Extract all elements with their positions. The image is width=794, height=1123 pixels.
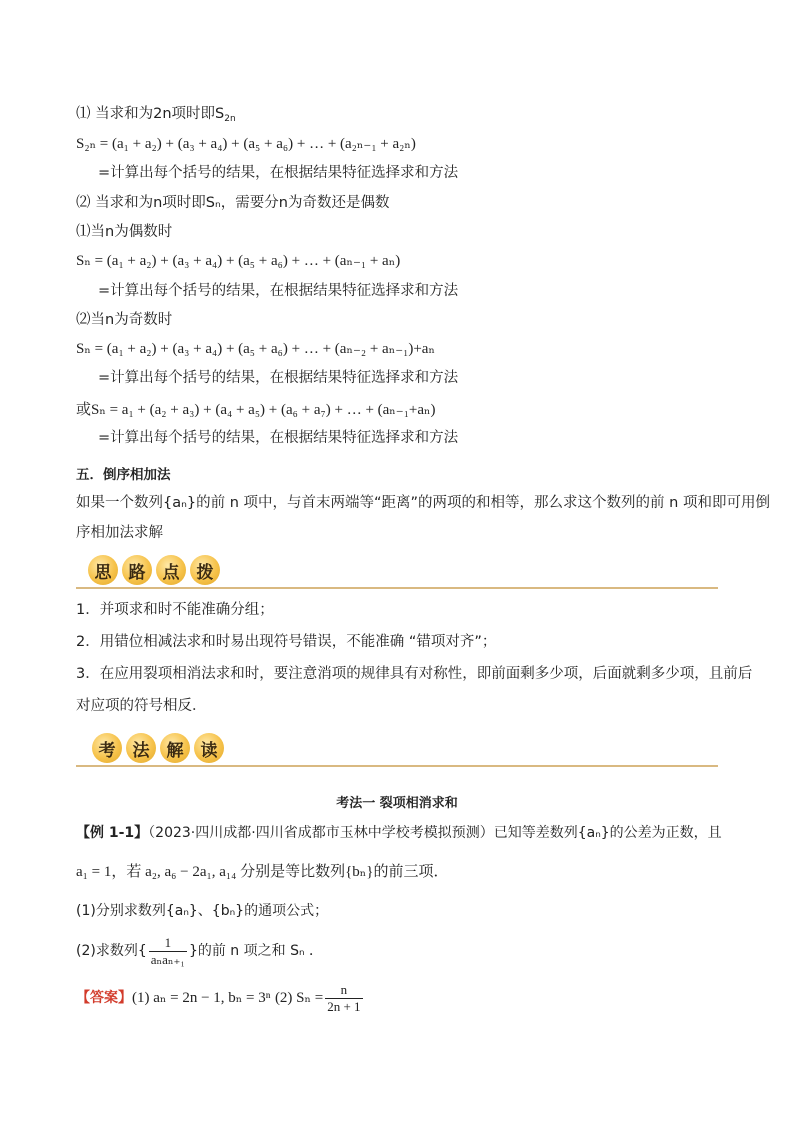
banner-rule <box>76 587 718 589</box>
banner-char: 思 <box>88 555 118 585</box>
section5-heading: 五．倒序相加法 <box>76 467 171 483</box>
calc-line-3: =计算出每个括号的结果，在根据结果特征选择求和方法 <box>98 370 459 386</box>
banner-char: 考 <box>92 733 122 763</box>
example-line1 <box>76 823 722 843</box>
tip-1: 1．并项求和时不能准确分组； <box>76 602 274 618</box>
banner-char: 拨 <box>190 555 220 585</box>
case2-title: ⑵ 当求和为n项时即Sₙ，需要分n为奇数还是偶数 <box>76 195 390 211</box>
case1-title: ⑴ 当求和为2n项时即$S_{2n}$ <box>76 106 236 124</box>
answer-tag: 【答案】 <box>76 990 132 1006</box>
tips-banner <box>76 555 718 589</box>
banner-char: 读 <box>194 733 224 763</box>
example-source: （2023·四川成都·四川省成都市玉林中学校考模拟预测） <box>148 825 494 841</box>
odd-formula: Sₙ = (a₁ + a₂) + (a₃ + a₄) + (a₅ + a₆) + … + (aₙ₋₂ + aₙ₋₁)+aₙ <box>76 341 435 357</box>
banner-char: 解 <box>160 733 190 763</box>
calc-line-2: =计算出每个括号的结果，在根据结果特征选择求和方法 <box>98 283 459 299</box>
question-1: (1)分别求数列{aₙ}、{bₙ}的通项公式； <box>76 903 329 919</box>
tip-3-cont: 对应项的符号相反． <box>76 698 207 714</box>
even-title: ⑴当n为偶数时 <box>76 224 173 240</box>
q2-fraction: $\frac{1}{\text{aₙaₙ₊₁}}$ <box>150 934 185 967</box>
example-text: 已知等差数列{aₙ}的公差为正数，且 <box>493 825 722 841</box>
method-title: 考法一 裂项相消求和 <box>336 796 458 811</box>
tip-2: 2．用错位相减法求和时易出现符号错误，不能准确 “错项对齐”； <box>76 634 497 650</box>
section5-para-line1: 如果一个数列{aₙ}的前 n 项中，与首末两端等“距离”的两项的和相等，那么求这个数列的前 n 项和即可用倒 <box>76 495 770 511</box>
section5-para-line2: 序相加法求解 <box>76 525 163 541</box>
odd-title: ⑵当n为奇数时 <box>76 312 173 328</box>
example-line2: a₁ = 1，若 a₂, a₆ − 2a₁, a₁₄ 分别是等比数列{bₙ}的前三项． <box>76 864 449 880</box>
answer-part-2: (2) Sₙ = <box>274 990 324 1006</box>
banner-rule <box>76 765 718 767</box>
or-formula: 或Sₙ = a₁ + (a₂ + a₃) + (a₄ + a₅) + (a₆ + a₇) + … + (aₙ₋₁+aₙ) <box>76 402 436 418</box>
calc-line-1: =计算出每个括号的结果，在根据结果特征选择求和方法 <box>98 165 459 181</box>
answer-line <box>76 981 365 1015</box>
answer-fraction: $\frac{n}{2n + 1}$ <box>327 981 361 1014</box>
banner-char: 点 <box>156 555 186 585</box>
answer-part-1: (1) aₙ = 2n − 1, bₙ = 3ⁿ <box>132 990 271 1006</box>
example-tag: 【例 1-1】 <box>76 825 149 841</box>
methods-banner <box>76 733 718 767</box>
case1-formula: S₂ₙ = (a₁ + a₂) + (a₃ + a₄) + (a₅ + a₆) + … + (a₂ₙ₋₁ + a₂ₙ) <box>76 136 416 152</box>
banner-char: 路 <box>122 555 152 585</box>
tip-3: 3．在应用裂项相消法求和时，要注意消项的规律具有对称性，即前面剩多少项，后面就剩多少项，且前后 <box>76 666 753 682</box>
even-formula: Sₙ = (a₁ + a₂) + (a₃ + a₄) + (a₅ + a₆) + … + (aₙ₋₁ + aₙ) <box>76 253 401 269</box>
banner-char: 法 <box>126 733 156 763</box>
calc-line-4: =计算出每个括号的结果，在根据结果特征选择求和方法 <box>98 430 459 446</box>
question-2: (2)求数列{ $\frac{1}{\text{aₙaₙ₊₁}}$ }的前 n 项之和 Sₙ ． <box>76 934 323 967</box>
